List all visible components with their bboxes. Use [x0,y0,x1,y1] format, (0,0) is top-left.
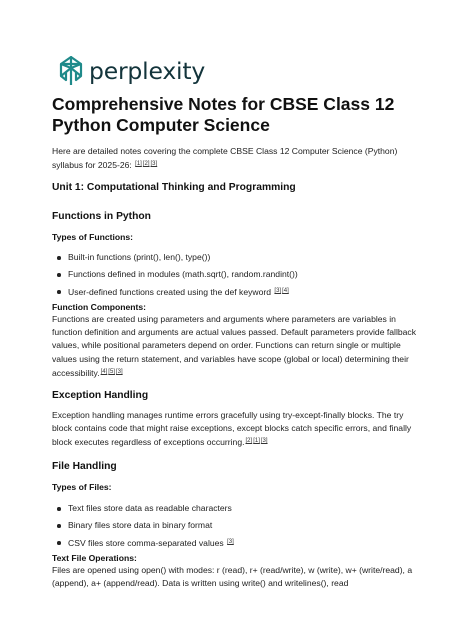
brand-name: perplexity [89,57,206,85]
citation-link[interactable]: [3] [274,288,282,294]
citation-link[interactable]: [3] [227,539,234,545]
page-title: Comprehensive Notes for CBSE Class 12 Python Computer Science [52,94,395,135]
citation-link[interactable]: [1] [253,438,260,445]
list-item: Text files store data as readable characters [52,500,424,517]
citation-link[interactable]: [3] [260,438,268,445]
list-item: Functions defined in modules (math.sqrt(), random.randint()) [52,266,424,283]
intro-text: Here are detailed notes covering the complete CBSE Class 12 Computer Science (Python) syllabus for 2025-26: [52,146,398,171]
function-types-heading: Types of Functions: [52,232,134,242]
text-file-ops-heading: Text File Operations: [52,553,137,563]
exception-heading: Exception Handling [52,390,149,401]
file-types-heading: Types of Files: [52,482,112,492]
list-item: Built-in functions (print(), len(), type()) [52,249,424,266]
brand-logo [58,56,205,86]
file-handling-heading: File Handling [52,461,117,472]
functions-heading: Functions in Python [52,211,151,222]
intro-paragraph [52,145,424,172]
citation-link[interactable]: [2] [142,161,150,168]
unit-heading: Unit 1: Computational Thinking and Programming [52,182,296,193]
list-item: CSV files store comma-separated values [3] [52,534,424,552]
text-file-ops-paragraph: Files are opened using open() with modes: r (read), r+ (read/write), w (write), w+ (write/read), a (append), a+ (append/read). Data is written using write() and writelines(), read [52,565,413,589]
function-components-paragraph: Functions are created using parameters and arguments where parameters are variables in function definition and arguments are actual values passed. Default parameters provide fallback values, while positional parameters depend on order. Functions can return single or multiple values using the return statement, and variables have scope (global or local) determining their accessibility.[4][5][3] [52,314,417,378]
citation-link[interactable]: [5] [108,368,115,375]
citation-link[interactable]: [3] [115,368,123,375]
citation-link[interactable]: [4] [282,288,289,294]
perplexity-logo-icon [58,56,84,86]
citation-link[interactable]: [2] [245,438,253,445]
list-item: User-defined functions created using the def keyword [3][4] [52,283,424,301]
exception-paragraph: Exception handling manages runtime errors gracefully using try-except-finally blocks. The try block contains code that might raise exceptions, except blocks catch specific errors, and finally block executes regardless of exceptions occurring.[2][1][3] [52,410,412,448]
citation-link[interactable]: [3] [150,161,158,168]
file-types-list [52,500,424,552]
list-item: Binary files store data in binary format [52,517,424,534]
function-types-list [52,249,424,301]
function-components-heading: Function Components: [52,302,147,312]
citation-link[interactable]: [1] [135,161,142,168]
citation-link[interactable]: [4] [100,368,108,375]
